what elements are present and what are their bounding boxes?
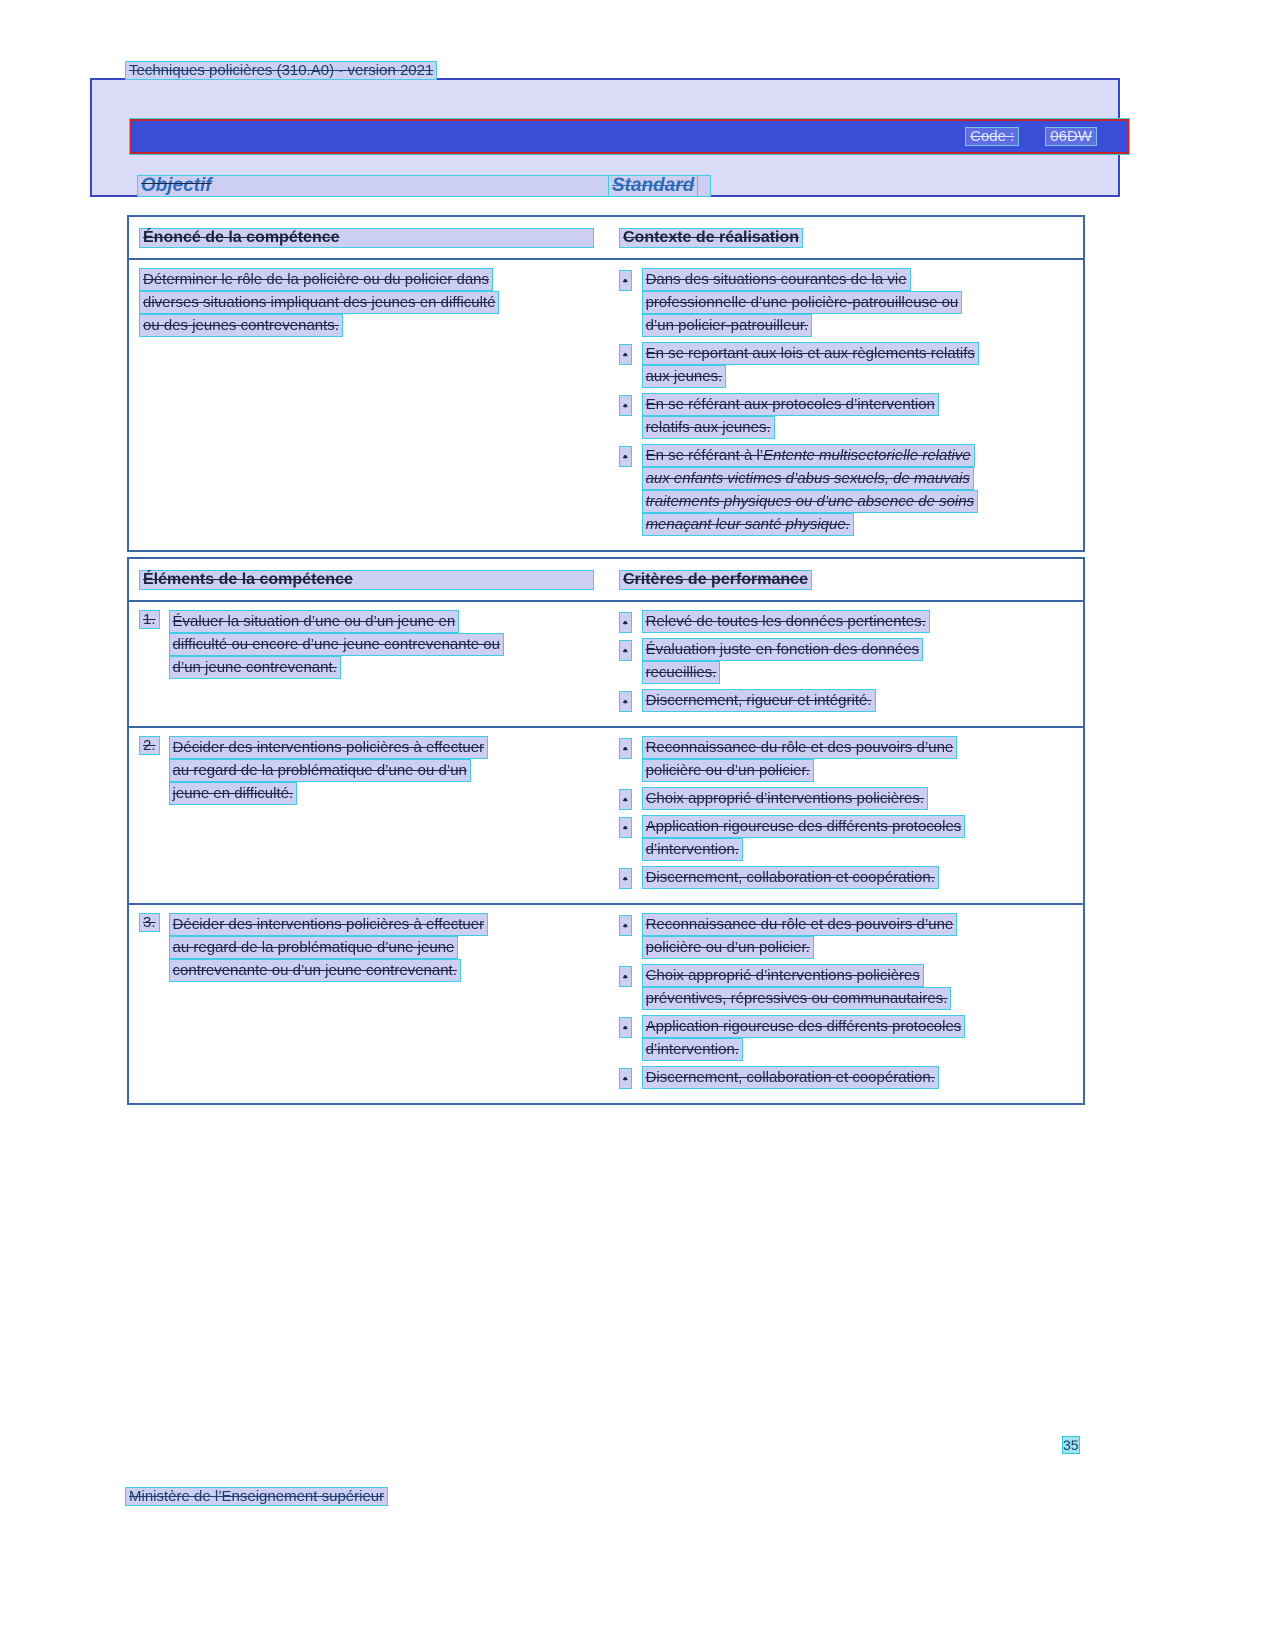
bullet-line: d’intervention. <box>642 1038 743 1061</box>
bullet-marker: • <box>619 789 632 810</box>
bullet-marker: • <box>619 868 632 889</box>
footer-note: Ministère de l’Enseignement supérieur <box>125 1487 388 1506</box>
element-line: Décider des interventions policières à effectuer <box>169 736 489 759</box>
bullet-marker: • <box>619 966 632 987</box>
element-line: Évaluer la situation d’une ou d’un jeune en <box>169 610 460 633</box>
bullet-item <box>619 866 1073 889</box>
row-number: 2. <box>139 736 160 755</box>
competence-table <box>127 215 1085 552</box>
bullet-line: aux jeunes. <box>642 365 727 388</box>
bullet-line <box>642 444 975 467</box>
bullet-line: préventives, répressives ou communautaires. <box>642 987 952 1010</box>
table1-header-left: Énoncé de la compétence <box>139 228 594 248</box>
bullet-marker: • <box>619 446 632 467</box>
bullet-line-italic: Entente multisectorielle relative <box>763 447 971 464</box>
page-number: 35 <box>1063 1437 1079 1453</box>
bullet-item <box>619 787 1073 810</box>
table-row <box>129 903 1083 1103</box>
statement-line: ou des jeunes contrevenants. <box>139 314 343 337</box>
performance-table <box>127 557 1085 1105</box>
element-line: au regard de la problématique d’une ou d’un <box>169 759 471 782</box>
bullet-line: policière ou d’un policier. <box>642 759 814 782</box>
bullet-line: professionnelle d’une policière-patrouilleuse ou <box>642 291 963 314</box>
bullet-line: Discernement, collaboration et coopération. <box>642 866 939 889</box>
row-number: 1. <box>139 610 160 629</box>
bullet-line: aux enfants victimes d’abus sexuels, de mauvais <box>642 467 974 490</box>
bullet-line-prefix: En se référant à l’ <box>645 447 764 464</box>
competence-statement <box>129 268 609 541</box>
bullet-item <box>619 638 1073 684</box>
table2-header-left: Éléments de la compétence <box>139 570 594 590</box>
bullet-line: traitements physiques ou d’une absence de soins <box>642 490 979 513</box>
statement-line: diverses situations impliquant des jeunes en difficulté <box>139 291 499 314</box>
bullet-line: Évaluation juste en fonction des données <box>642 638 924 661</box>
table-row <box>129 726 1083 903</box>
bullet-marker: • <box>619 344 632 365</box>
bullet-item <box>619 1066 1073 1089</box>
element-line: au regard de la problématique d’une jeune <box>169 936 459 959</box>
bullet-line: menaçant leur santé physique. <box>642 513 854 536</box>
bullet-line: Discernement, collaboration et coopération. <box>642 1066 939 1089</box>
bullet-line: Relevé de toutes les données pertinentes. <box>642 610 930 633</box>
bullet-item <box>619 342 1073 388</box>
bullet-marker: • <box>619 738 632 759</box>
bullet-line: Choix approprié d’interventions policières <box>642 964 924 987</box>
bullet-marker: • <box>619 270 632 291</box>
bullet-line: Dans des situations courantes de la vie <box>642 268 911 291</box>
banner-bar <box>130 119 1129 154</box>
bullet-item <box>619 689 1073 712</box>
standard-label: Standard <box>608 175 698 197</box>
bullet-line: Reconnaissance du rôle et des pouvoirs d’une <box>642 913 958 936</box>
bullet-marker: • <box>619 1017 632 1038</box>
code-label: Code : <box>965 127 1019 146</box>
bullet-line: relatifs aux jeunes. <box>642 416 775 439</box>
statement-line: Déterminer le rôle de la policière ou du policier dans <box>139 268 493 291</box>
element-line: Décider des interventions policières à effectuer <box>169 913 489 936</box>
performance-table-header <box>129 559 1083 602</box>
bullet-marker: • <box>619 1068 632 1089</box>
bullet-item <box>619 393 1073 439</box>
bullet-line: Application rigoureuse des différents protocoles <box>642 815 966 838</box>
bullet-item <box>619 736 1073 782</box>
bullet-item <box>619 1015 1073 1061</box>
bullet-line: En se reportant aux lois et aux règlements relatifs <box>642 342 979 365</box>
bullet-marker: • <box>619 640 632 661</box>
objectif-standard-band <box>137 175 711 197</box>
bullet-item <box>619 268 1073 337</box>
element-line: d’un jeune contrevenant. <box>169 656 341 679</box>
bullet-marker: • <box>619 612 632 633</box>
table1-header-right: Contexte de réalisation <box>619 228 803 248</box>
bullet-marker: • <box>619 395 632 416</box>
objectif-label: Objectif <box>141 175 212 196</box>
bullet-line: Choix approprié d’interventions policières. <box>642 787 928 810</box>
competence-table-header <box>129 217 1083 260</box>
competence-table-body <box>129 260 1083 550</box>
element-line: difficulté ou encore d’une jeune contrevenante ou <box>169 633 504 656</box>
bullet-line: Reconnaissance du rôle et des pouvoirs d’une <box>642 736 958 759</box>
bullet-item <box>619 913 1073 959</box>
element-line: contrevenante ou d’un jeune contrevenant. <box>169 959 461 982</box>
row-number: 3. <box>139 913 160 932</box>
bullet-item <box>619 610 1073 633</box>
bullet-line: Application rigoureuse des différents protocoles <box>642 1015 966 1038</box>
bullet-line: d’un policier-patrouilleur. <box>642 314 813 337</box>
bullet-item <box>619 815 1073 861</box>
code-value: 06DW <box>1045 127 1097 146</box>
bullet-item <box>619 444 1073 536</box>
bullet-marker: • <box>619 817 632 838</box>
bullet-marker: • <box>619 915 632 936</box>
header-note: Techniques policières (310.A0) - version 2021 <box>125 61 437 80</box>
contexte-bullets <box>609 268 1083 541</box>
table2-header-right: Critères de performance <box>619 570 812 590</box>
bullet-line: policière ou d’un policier. <box>642 936 814 959</box>
element-line: jeune en difficulté. <box>169 782 298 805</box>
bullet-line: En se référant aux protocoles d’intervention <box>642 393 939 416</box>
annotation-region <box>90 78 1120 197</box>
bullet-marker: • <box>619 691 632 712</box>
bullet-item <box>619 964 1073 1010</box>
table-row <box>129 602 1083 726</box>
bullet-line: Discernement, rigueur et intégrité. <box>642 689 876 712</box>
bullet-line: d’intervention. <box>642 838 743 861</box>
bullet-line: recueillies. <box>642 661 721 684</box>
